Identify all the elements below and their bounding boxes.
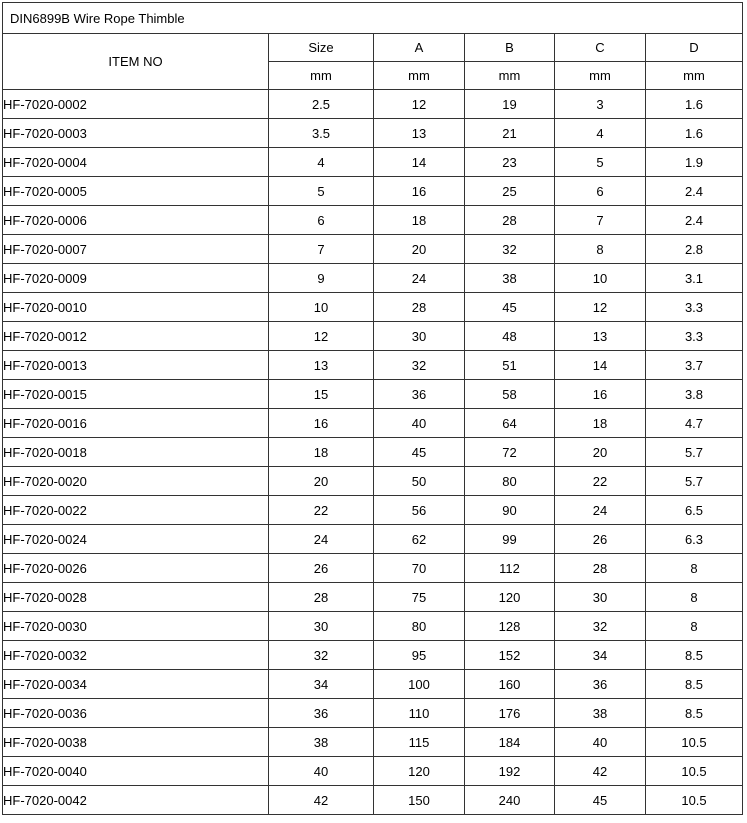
item-no-cell: HF-7020-0006 [3,206,269,235]
table-row [3,786,743,815]
d-value-cell: 2.4 [646,177,743,206]
a-value-cell: 14 [374,148,465,177]
col-header-item-no: ITEM NO [3,34,269,90]
a-value-cell: 100 [374,670,465,699]
c-value-cell: 22 [555,467,646,496]
c-value-cell: 42 [555,757,646,786]
table-row [3,670,743,699]
a-value-cell: 40 [374,409,465,438]
item-no-cell: HF-7020-0016 [3,409,269,438]
a-value-cell: 28 [374,293,465,322]
c-value-cell: 38 [555,699,646,728]
d-value-cell: 8 [646,612,743,641]
c-value-cell: 7 [555,206,646,235]
a-value-cell: 32 [374,351,465,380]
b-value-cell: 176 [465,699,555,728]
item-no-cell: HF-7020-0003 [3,119,269,148]
table-row [3,554,743,583]
table-row [3,148,743,177]
d-value-cell: 6.3 [646,525,743,554]
b-value-cell: 80 [465,467,555,496]
size-value-cell: 3.5 [269,119,374,148]
c-value-cell: 26 [555,525,646,554]
a-value-cell: 110 [374,699,465,728]
d-value-cell: 3.8 [646,380,743,409]
item-no-cell: HF-7020-0026 [3,554,269,583]
b-value-cell: 28 [465,206,555,235]
table-row [3,380,743,409]
item-no-cell: HF-7020-0034 [3,670,269,699]
item-no-cell: HF-7020-0012 [3,322,269,351]
size-value-cell: 24 [269,525,374,554]
unit-cell-b: mm [465,62,555,90]
b-value-cell: 25 [465,177,555,206]
item-no-cell: HF-7020-0028 [3,583,269,612]
d-value-cell: 6.5 [646,496,743,525]
size-value-cell: 13 [269,351,374,380]
c-value-cell: 13 [555,322,646,351]
c-value-cell: 20 [555,438,646,467]
b-value-cell: 48 [465,322,555,351]
item-no-cell: HF-7020-0024 [3,525,269,554]
col-header-c: C [555,34,646,62]
c-value-cell: 6 [555,177,646,206]
b-value-cell: 23 [465,148,555,177]
col-header-size: Size [269,34,374,62]
d-value-cell: 2.4 [646,206,743,235]
a-value-cell: 20 [374,235,465,264]
b-value-cell: 72 [465,438,555,467]
size-value-cell: 26 [269,554,374,583]
a-value-cell: 12 [374,90,465,119]
col-header-b: B [465,34,555,62]
a-value-cell: 24 [374,264,465,293]
table-row [3,641,743,670]
table-row [3,264,743,293]
d-value-cell: 3.3 [646,322,743,351]
b-value-cell: 240 [465,786,555,815]
a-value-cell: 95 [374,641,465,670]
b-value-cell: 64 [465,409,555,438]
unit-cell-a: mm [374,62,465,90]
b-value-cell: 128 [465,612,555,641]
item-no-cell: HF-7020-0005 [3,177,269,206]
d-value-cell: 3.7 [646,351,743,380]
c-value-cell: 40 [555,728,646,757]
c-value-cell: 4 [555,119,646,148]
size-value-cell: 38 [269,728,374,757]
item-no-cell: HF-7020-0004 [3,148,269,177]
c-value-cell: 24 [555,496,646,525]
d-value-cell: 5.7 [646,467,743,496]
a-value-cell: 70 [374,554,465,583]
c-value-cell: 10 [555,264,646,293]
table-row [3,90,743,119]
size-value-cell: 6 [269,206,374,235]
b-value-cell: 99 [465,525,555,554]
a-value-cell: 80 [374,612,465,641]
c-value-cell: 28 [555,554,646,583]
table-row [3,612,743,641]
a-value-cell: 50 [374,467,465,496]
size-value-cell: 9 [269,264,374,293]
c-value-cell: 45 [555,786,646,815]
a-value-cell: 13 [374,119,465,148]
table-row [3,206,743,235]
size-value-cell: 18 [269,438,374,467]
c-value-cell: 3 [555,90,646,119]
d-value-cell: 10.5 [646,728,743,757]
table-row [3,467,743,496]
table-row [3,728,743,757]
size-value-cell: 28 [269,583,374,612]
c-value-cell: 8 [555,235,646,264]
b-value-cell: 192 [465,757,555,786]
a-value-cell: 16 [374,177,465,206]
a-value-cell: 62 [374,525,465,554]
a-value-cell: 56 [374,496,465,525]
item-no-cell: HF-7020-0020 [3,467,269,496]
c-value-cell: 32 [555,612,646,641]
table-header-row [3,34,743,62]
table-row [3,699,743,728]
unit-cell-d: mm [646,62,743,90]
unit-cell-c: mm [555,62,646,90]
a-value-cell: 18 [374,206,465,235]
a-value-cell: 36 [374,380,465,409]
item-no-cell: HF-7020-0018 [3,438,269,467]
size-value-cell: 12 [269,322,374,351]
col-header-a: A [374,34,465,62]
b-value-cell: 90 [465,496,555,525]
a-value-cell: 115 [374,728,465,757]
d-value-cell: 8.5 [646,699,743,728]
a-value-cell: 120 [374,757,465,786]
c-value-cell: 36 [555,670,646,699]
b-value-cell: 58 [465,380,555,409]
unit-cell-size: mm [269,62,374,90]
size-value-cell: 30 [269,612,374,641]
d-value-cell: 8.5 [646,670,743,699]
item-no-cell: HF-7020-0040 [3,757,269,786]
b-value-cell: 184 [465,728,555,757]
c-value-cell: 16 [555,380,646,409]
item-no-cell: HF-7020-0036 [3,699,269,728]
a-value-cell: 30 [374,322,465,351]
d-value-cell: 3.3 [646,293,743,322]
table-title: DIN6899B Wire Rope Thimble [3,3,743,34]
d-value-cell: 8.5 [646,641,743,670]
size-value-cell: 32 [269,641,374,670]
table-row [3,119,743,148]
b-value-cell: 112 [465,554,555,583]
table-row [3,409,743,438]
size-value-cell: 40 [269,757,374,786]
item-no-cell: HF-7020-0007 [3,235,269,264]
item-no-cell: HF-7020-0030 [3,612,269,641]
item-no-cell: HF-7020-0015 [3,380,269,409]
size-value-cell: 7 [269,235,374,264]
item-no-cell: HF-7020-0002 [3,90,269,119]
b-value-cell: 19 [465,90,555,119]
item-no-cell: HF-7020-0038 [3,728,269,757]
b-value-cell: 38 [465,264,555,293]
table-row [3,525,743,554]
d-value-cell: 1.9 [646,148,743,177]
table-row [3,235,743,264]
a-value-cell: 150 [374,786,465,815]
a-value-cell: 45 [374,438,465,467]
c-value-cell: 5 [555,148,646,177]
table-row [3,583,743,612]
d-value-cell: 8 [646,583,743,612]
table-row [3,293,743,322]
d-value-cell: 4.7 [646,409,743,438]
size-value-cell: 34 [269,670,374,699]
size-value-cell: 10 [269,293,374,322]
d-value-cell: 1.6 [646,90,743,119]
size-value-cell: 36 [269,699,374,728]
d-value-cell: 8 [646,554,743,583]
d-value-cell: 3.1 [646,264,743,293]
b-value-cell: 32 [465,235,555,264]
thimble-spec-table [2,2,743,815]
item-no-cell: HF-7020-0032 [3,641,269,670]
b-value-cell: 45 [465,293,555,322]
b-value-cell: 160 [465,670,555,699]
item-no-cell: HF-7020-0009 [3,264,269,293]
table-title-row [3,3,743,34]
item-no-cell: HF-7020-0010 [3,293,269,322]
table-row [3,322,743,351]
item-no-cell: HF-7020-0042 [3,786,269,815]
table-row [3,757,743,786]
a-value-cell: 75 [374,583,465,612]
table-row [3,177,743,206]
table-row [3,351,743,380]
c-value-cell: 30 [555,583,646,612]
d-value-cell: 2.8 [646,235,743,264]
size-value-cell: 16 [269,409,374,438]
c-value-cell: 34 [555,641,646,670]
size-value-cell: 15 [269,380,374,409]
table-row [3,438,743,467]
size-value-cell: 4 [269,148,374,177]
d-value-cell: 5.7 [646,438,743,467]
d-value-cell: 1.6 [646,119,743,148]
b-value-cell: 21 [465,119,555,148]
d-value-cell: 10.5 [646,757,743,786]
size-value-cell: 5 [269,177,374,206]
table-row [3,496,743,525]
size-value-cell: 20 [269,467,374,496]
col-header-d: D [646,34,743,62]
c-value-cell: 12 [555,293,646,322]
size-value-cell: 2.5 [269,90,374,119]
c-value-cell: 14 [555,351,646,380]
b-value-cell: 120 [465,583,555,612]
size-value-cell: 42 [269,786,374,815]
b-value-cell: 51 [465,351,555,380]
size-value-cell: 22 [269,496,374,525]
item-no-cell: HF-7020-0013 [3,351,269,380]
c-value-cell: 18 [555,409,646,438]
b-value-cell: 152 [465,641,555,670]
item-no-cell: HF-7020-0022 [3,496,269,525]
d-value-cell: 10.5 [646,786,743,815]
